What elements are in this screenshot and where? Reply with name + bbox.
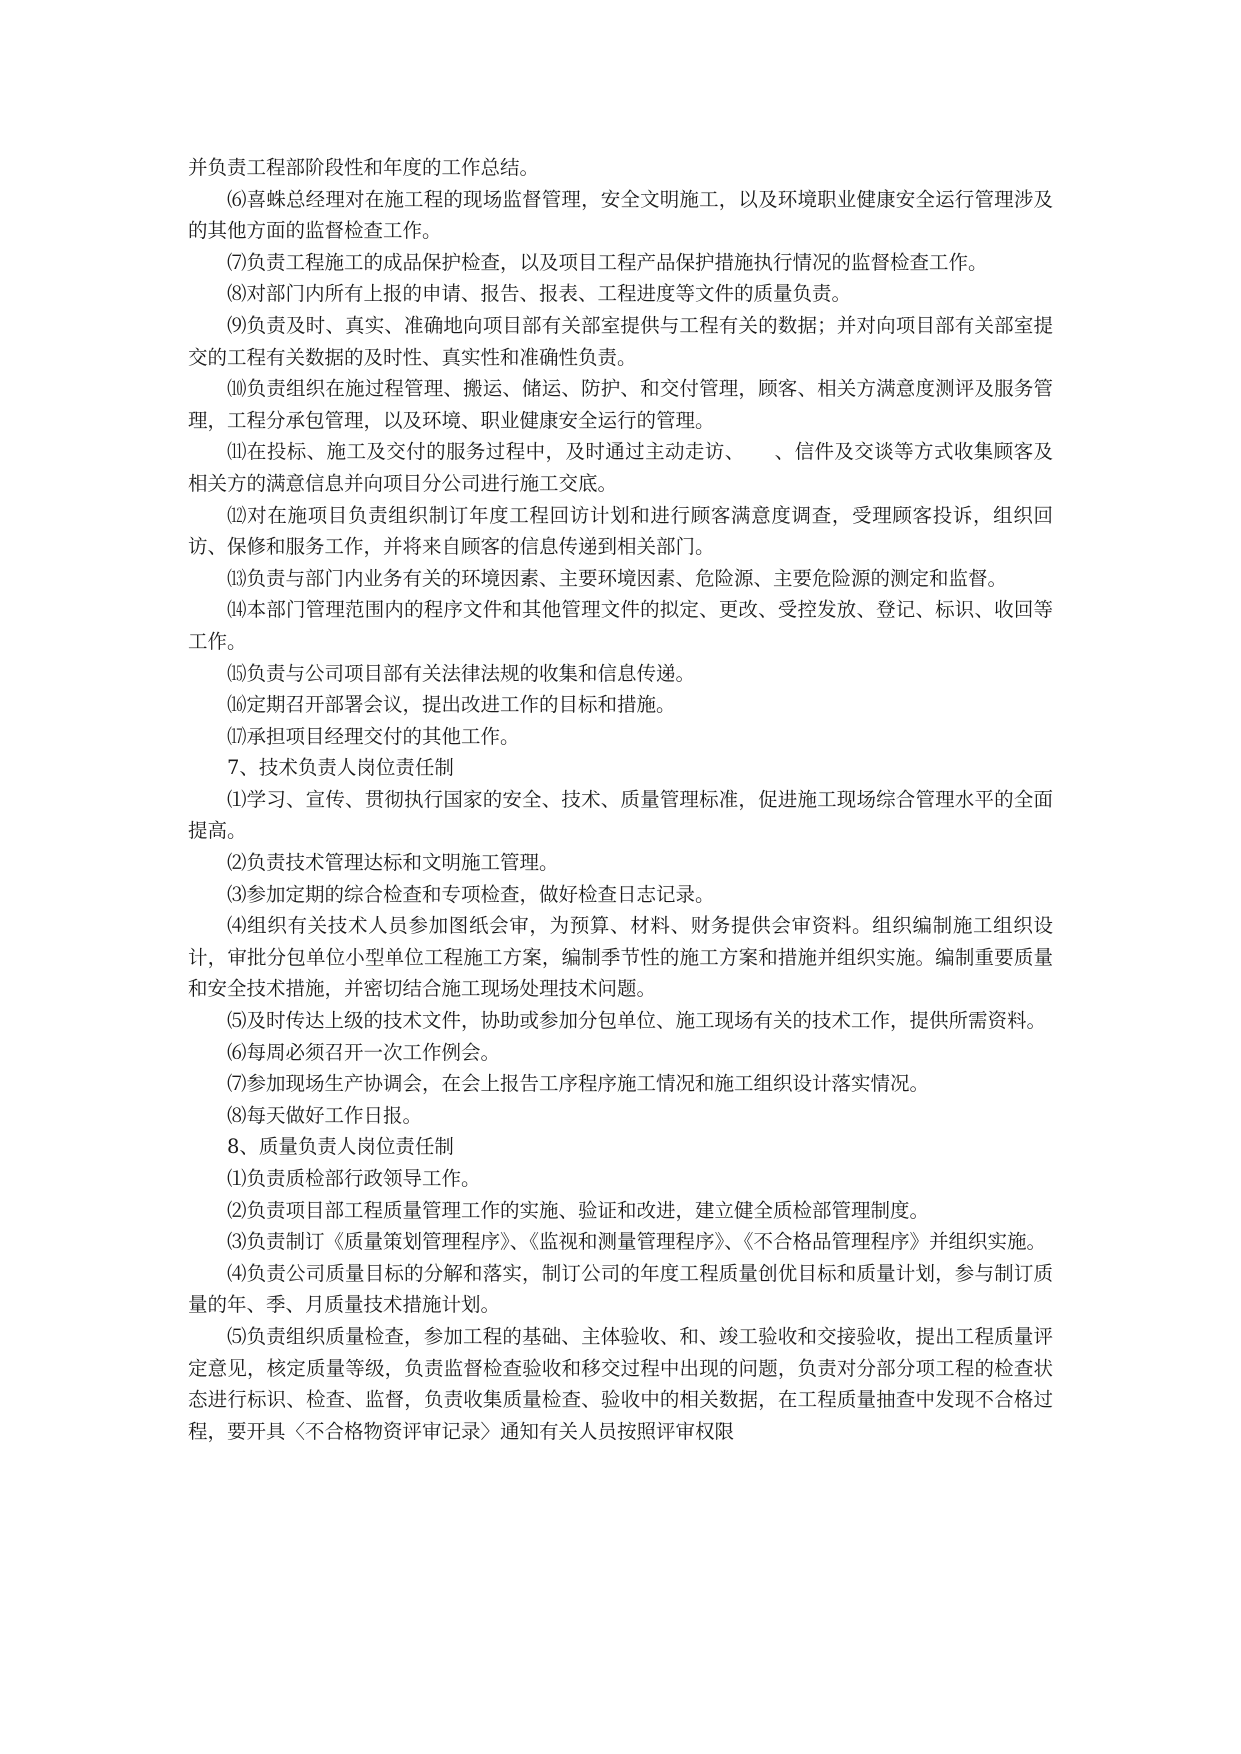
paragraph: ⑸负责组织质量检查，参加工程的基础、主体验收、和、竣工验收和交接验收，提出工程质量评定意见，核定质量等级，负责监督检查验收和移交过程中出现的问题，负责对分部分项工程的检查状态进行标识、检查、监督，负责收集质量检查、验收中的相关数据，在工程质量抽查中发现不合格过程，要开具〈不合格物资评审记录〉通知有关人员按照评审权限 xyxy=(188,1324,1053,1443)
paragraph: ⒄承担项目经理交付的其他工作。 xyxy=(227,724,520,748)
paragraph: ⑻对部门内所有上报的申请、报告、报表、工程进度等文件的质量负责。 xyxy=(227,282,852,306)
paragraph: ⑺参加现场生产协调会，在会上报告工序程序施工情况和施工组织设计落实情况。 xyxy=(227,1072,930,1096)
paragraph: ⒃定期召开部署会议，提出改进工作的目标和措施。 xyxy=(227,693,676,717)
document-body xyxy=(188,152,1053,1447)
paragraph: ⑷负责公司质量目标的分解和落实，制订公司的年度工程质量创优目标和质量计划，参与制订质量的年、季、月质量技术措施计划。 xyxy=(188,1261,1053,1317)
paragraph: ⑴学习、宣传、贯彻执行国家的安全、技术、质量管理标准，促进施工现场综合管理水平的全面提高。 xyxy=(188,787,1053,843)
paragraph: ⑵负责技术管理达标和文明施工管理。 xyxy=(227,851,559,875)
paragraph: ⒂负责与公司项目部有关法律法规的收集和信息传递。 xyxy=(227,661,696,685)
paragraph: ⑶参加定期的综合检查和专项检查，做好检查日志记录。 xyxy=(227,882,715,906)
section-heading: 7、技术负责人岗位责任制 xyxy=(227,756,454,780)
paragraph: ⑷组织有关技术人员参加图纸会审，为预算、材料、财务提供会审资料。组织编制施工组织设计，审批分包单位小型单位工程施工方案，编制季节性的施工方案和措施并组织实施。编制重要质量和安全技术措施，并密切结合施工现场处理技术问题。 xyxy=(188,914,1053,1001)
paragraph: ⒀负责与部门内业务有关的环境因素、主要环境因素、危险源、主要危险源的测定和监督。 xyxy=(227,566,1008,590)
paragraph: ⑴负责质检部行政领导工作。 xyxy=(227,1167,481,1190)
paragraph: ⑹喜蛛总经理对在施工程的现场监督管理，安全文明施工，以及环境职业健康安全运行管理涉及的其他方面的监督检查工作。 xyxy=(188,187,1053,243)
paragraph: ⑿对在施项目负责组织制订年度工程回访计划和进行顾客满意度调查，受理顾客投诉，组织回访、保修和服务工作，并将来自顾客的信息传递到相关部门。 xyxy=(188,503,1053,559)
paragraph: ⑽负责组织在施过程管理、搬运、储运、防护、和交付管理，顾客、相关方满意度测评及服务管理，工程分承包管理，以及环境、职业健康安全运行的管理。 xyxy=(188,377,1053,432)
paragraph: ⑻每天做好工作日报。 xyxy=(227,1103,423,1127)
paragraph: ⑼负责及时、真实、准确地向项目部有关部室提供与工程有关的数据；并对向项目部有关部室提交的工程有关数据的及时性、真实性和准确性负责。 xyxy=(188,313,1053,369)
paragraph: ⒁本部门管理范围内的程序文件和其他管理文件的拟定、更改、受控发放、登记、标识、收回等工作。 xyxy=(188,598,1053,653)
paragraph: ⑵负责项目部工程质量管理工作的实施、验证和改进，建立健全质检部管理制度。 xyxy=(227,1198,930,1222)
paragraph: 并负责工程部阶段性和年度的工作总结。 xyxy=(188,156,540,179)
paragraph: ⑶负责制订《质量策划管理程序》、《监视和测量管理程序》、《不合格品管理程序》并组织实施。 xyxy=(227,1230,1047,1254)
section-heading: 8、质量负责人岗位责任制 xyxy=(227,1135,454,1159)
paragraph: ⑹每周必须召开一次工作例会。 xyxy=(227,1040,501,1064)
paragraph: ⑸及时传达上级的技术文件，协助或参加分包单位、施工现场有关的技术工作，提供所需资料。 xyxy=(227,1009,1047,1033)
paragraph: ⑾在投标、施工及交付的服务过程中，及时通过主动走访、 、信件及交谈等方式收集顾客及相关方的满意信息并向项目分公司进行施工交底。 xyxy=(188,440,1053,495)
paragraph: ⑺负责工程施工的成品保护检查，以及项目工程产品保护措施执行情况的监督检查工作。 xyxy=(227,250,988,274)
